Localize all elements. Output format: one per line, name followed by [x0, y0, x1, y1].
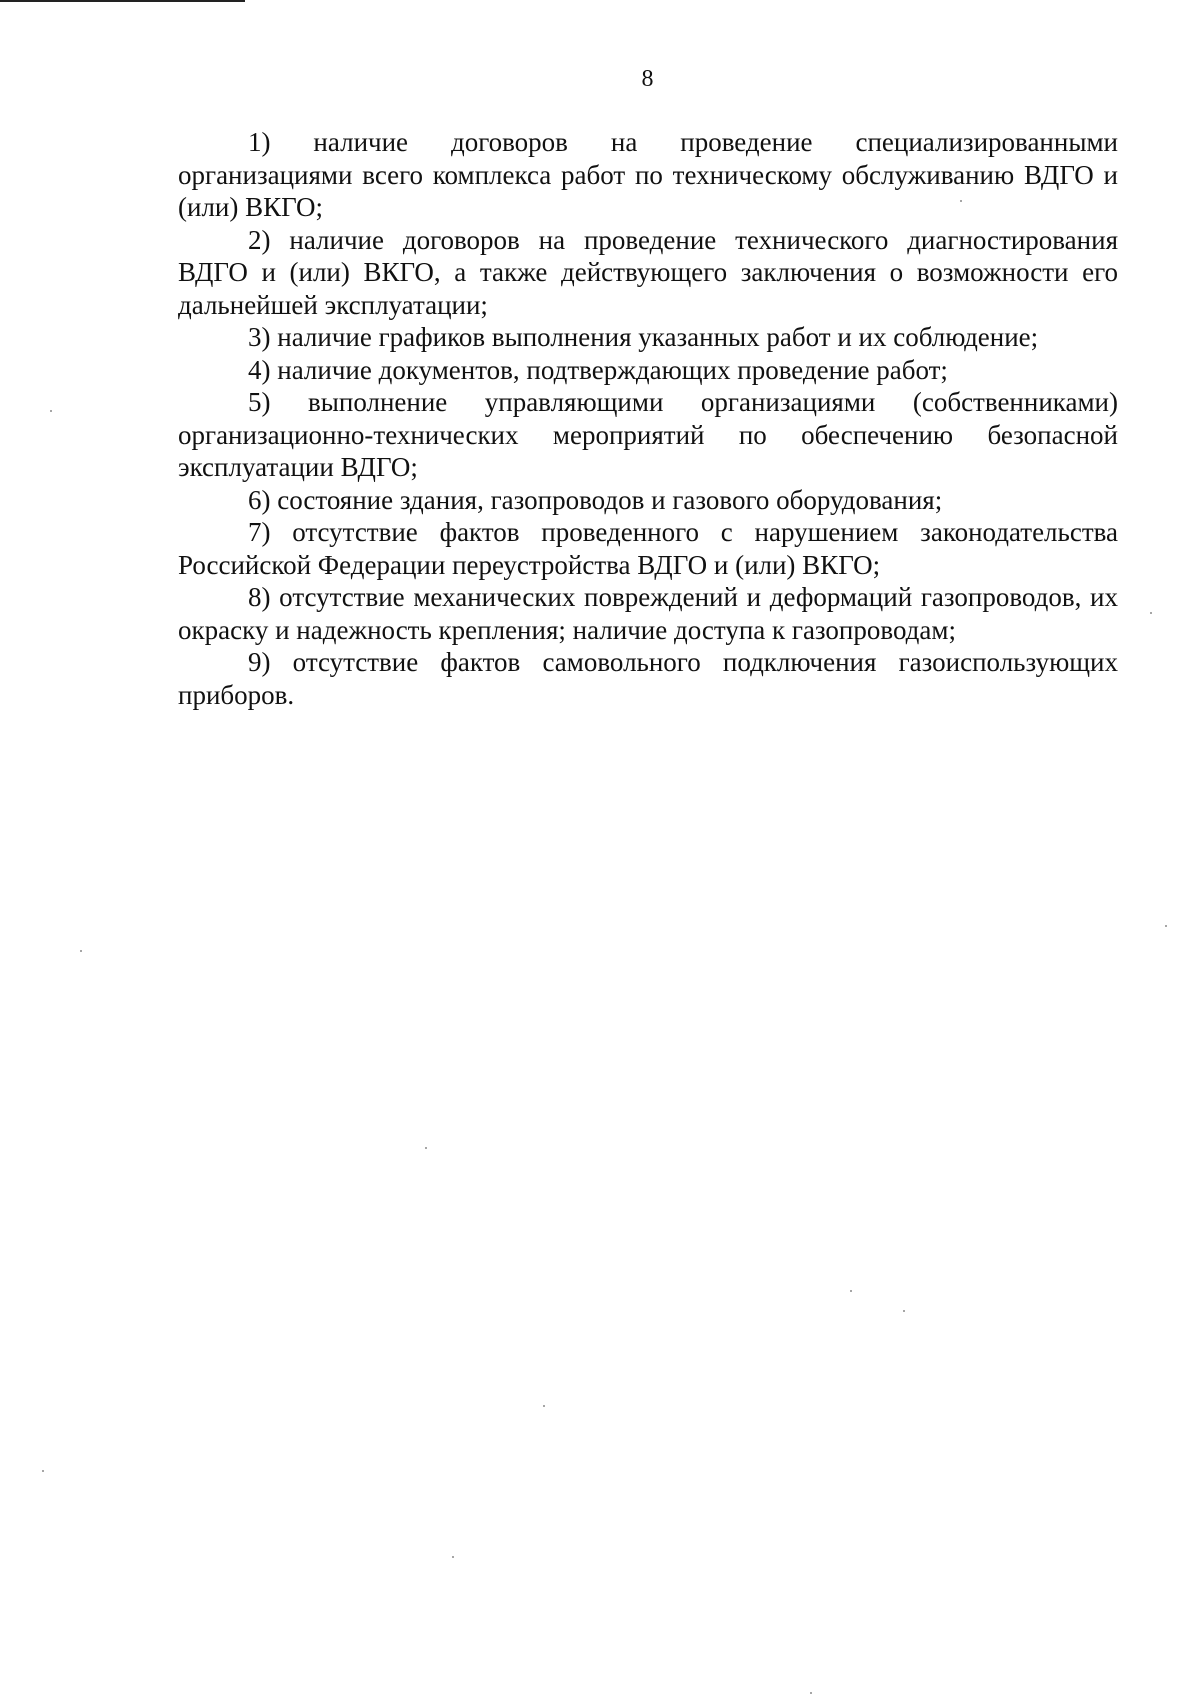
list-item: 9) отсутствие фактов самовольного подключения газоиспользующих приборов. [178, 647, 1118, 710]
requirements-list [178, 126, 1118, 711]
list-item: 5) выполнение управляющими организациями (собственниками) организационно-технических мероприятий по обеспечению безопасной эксплуатации ВДГО; [178, 387, 1118, 482]
scan-edge-line [0, 0, 245, 2]
scan-speck [425, 1147, 427, 1149]
list-item: 8) отсутствие механических повреждений и деформаций газопроводов, их окраску и надежность крепления; наличие доступа к газопроводам; [178, 582, 1118, 645]
list-item: 2) наличие договоров на проведение технического диагностирования ВДГО и (или) ВКГО, а также действующего заключения о возможности его дальнейшей эксплуатации; [178, 224, 1118, 320]
scan-speck [1165, 925, 1167, 927]
scan-speck [80, 950, 82, 952]
list-item: 1) наличие договоров на проведение специализированными организациями всего комплекса работ по техническому обслуживанию ВДГО и (или) ВКГО; [178, 127, 1118, 222]
scan-speck [903, 1310, 905, 1312]
list-item: 4) наличие документов, подтверждающих проведение работ; [248, 354, 948, 385]
list-item: 3) наличие графиков выполнения указанных работ и их соблюдение; [248, 322, 1039, 352]
scan-speck [960, 200, 962, 202]
scan-speck [42, 1470, 44, 1472]
scan-speck [1150, 612, 1152, 614]
scan-speck [850, 1290, 852, 1292]
page-number: 8 [641, 66, 654, 92]
scan-speck [543, 1405, 545, 1407]
scan-speck [50, 410, 52, 412]
scan-speck [452, 1556, 454, 1558]
list-item: 6) состояние здания, газопроводов и газового оборудования; [248, 484, 943, 515]
list-item: 7) отсутствие фактов проведенного с нарушением законодательства Российской Федерации переустройства ВДГО и (или) ВКГО; [178, 517, 1118, 580]
scan-speck [810, 1692, 812, 1694]
